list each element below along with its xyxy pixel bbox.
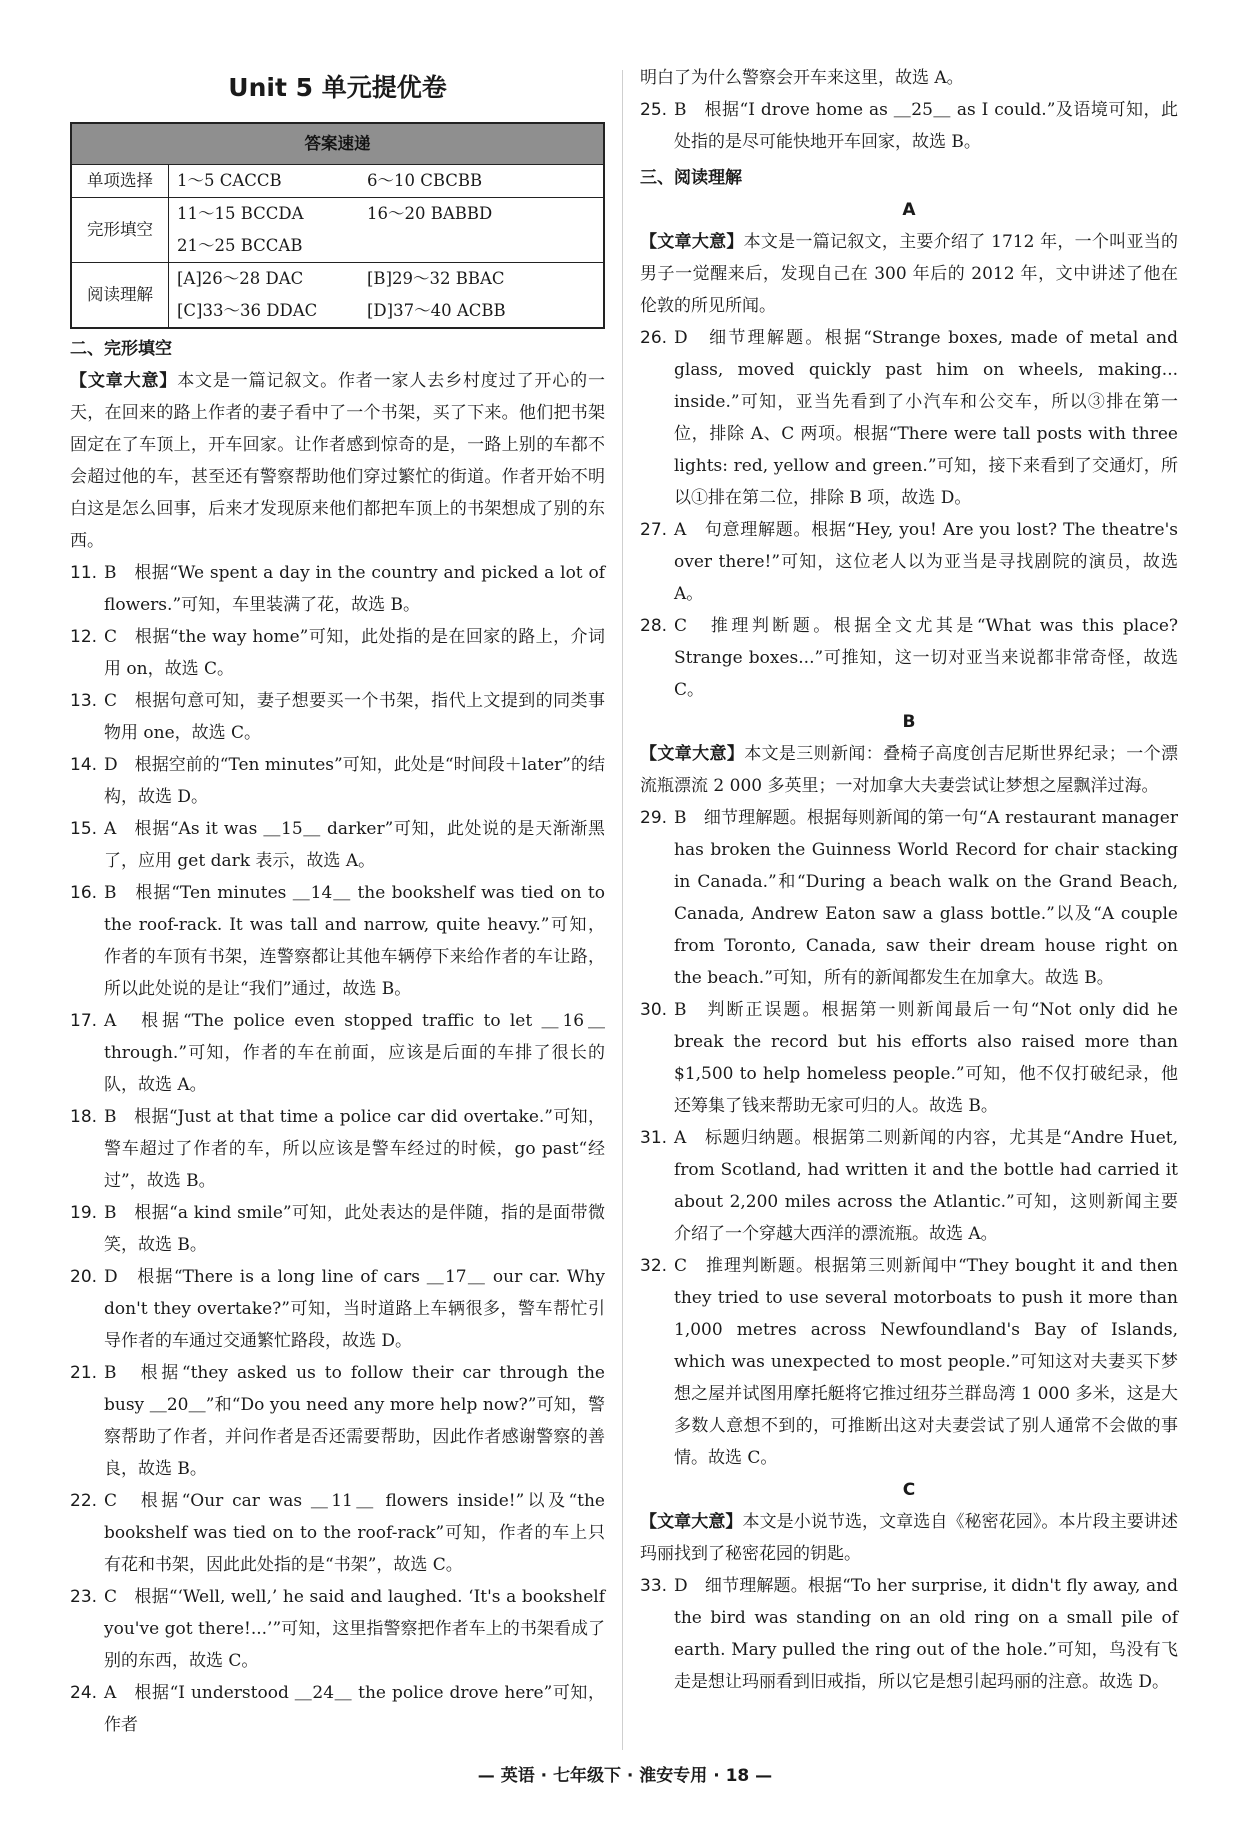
- item-text: B 根据“I drove home as ＿25＿ as I could.”及语境可知，此处指的是尽可能快地开车回家，故选 B。: [674, 100, 1178, 152]
- item-number: 31.: [640, 1128, 668, 1148]
- item-number: 13.: [70, 691, 98, 711]
- item-text: B 根据“a kind smile”可知，此处表达的是伴随，指的是面带微笑，故选 B。: [104, 1203, 605, 1255]
- item-text: C 根据“Our car was ＿11＿ flowers inside!”以及“the bookshelf was tied on to the roof-rack”可知，作者的车上只有花和书架，因此此处指的是“书架”，故选 C。: [104, 1491, 605, 1575]
- page-footer: — 英语 · 七年级下 · 淮安专用 · 18 —: [477, 1766, 773, 1786]
- list-item: [640, 1122, 1178, 1250]
- item-number: 22.: [70, 1491, 98, 1511]
- item-number: 32.: [640, 1256, 668, 1276]
- item-text: C 根据“the way home”可知，此处指的是在回家的路上，介词用 on，故选 C。: [104, 627, 605, 679]
- passage-label: A: [902, 200, 916, 220]
- answer-cell: 6～10 CBCBB: [367, 171, 483, 190]
- answer-table-header: 答案速递: [71, 123, 604, 165]
- passage-label: B: [902, 712, 916, 732]
- list-item: [70, 1677, 605, 1741]
- item-number: 20.: [70, 1267, 98, 1287]
- item-text: B 根据“they asked us to follow their car through the busy ＿20＿”和“Do you need any more help now?”可知，警察帮助了作者，并问作者是否还需要帮助，因此作者感谢警察的善良，故选 B。: [104, 1363, 605, 1479]
- reading-passages: [640, 194, 1178, 1698]
- table-row: [71, 165, 604, 198]
- list-item: [70, 813, 605, 877]
- table-category: 完形填空: [71, 198, 169, 263]
- item-text: C 根据“‘Well, well,’ he said and laughed. ‘It's a bookshelf you've got there!...’”可知，这里指警察把作者车上的书架看成了别的东西，故选 C。: [104, 1587, 605, 1671]
- item-number: 18.: [70, 1107, 98, 1127]
- item-text: C 推理判断题。根据全文尤其是“What was this place? Strange boxes...”可推知，这一切对亚当来说都非常奇怪，故选 C。: [674, 616, 1178, 700]
- answer-cell: 11～15 BCCDA: [177, 204, 304, 223]
- answer-table: [70, 122, 605, 329]
- right-column: [640, 62, 1178, 1698]
- item-text: A 根据“As it was ＿15＿ darker”可知，此处说的是天渐渐黑了，应用 get dark 表示，故选 A。: [104, 819, 605, 871]
- item-number: 29.: [640, 808, 668, 828]
- item-text: C 推理判断题。根据第三则新闻中“They bought it and then they tried to use several motorboats to push it more than 1,000 metres across Newfoundland's Bay of Islands, which was unexpected to most people.”可知这对夫妻买下梦想之屋并试图用摩托艇将它推过纽芬兰群岛湾 1 000 多米，这是大多数人意想不到的，可推断出这对夫妻尝试了别人通常不会做的事情。故选 C。: [674, 1256, 1178, 1468]
- item-number: 17.: [70, 1011, 98, 1031]
- list-item: [70, 685, 605, 749]
- left-column: [70, 62, 605, 1741]
- summary-text: 本文是一篇记叙文，主要介绍了 1712 年，一个叫亚当的男子一觉醒来后，发现自己在 300 年后的 2012 年，文中讲述了他在伦敦的所见所闻。: [640, 232, 1178, 316]
- list-item: [70, 1357, 605, 1485]
- item-number: 14.: [70, 755, 98, 775]
- item-text: A 标题归纳题。根据第二则新闻的内容，尤其是“Andre Huet, from Scotland, had written it and the bottle had carried it about 2,200 miles across the Atlantic.”可知，这则新闻主要介绍了一个穿越大西洋的漂流瓶。故选 A。: [674, 1128, 1178, 1244]
- item-number: 33.: [640, 1576, 668, 1596]
- item-text: B 细节理解题。根据每则新闻的第一句“A restaurant manager has broken the Guinness World Record for chair stacking in Canada.”和“During a beach walk on the Grand Beach, Canada, Andrew Eaton saw a glass bottle.”以及“A couple from Toronto, Canada, saw their dream house right on the beach.”可知，所有的新闻都发生在加拿大。故选 B。: [674, 808, 1178, 988]
- section-heading: 二、完形填空: [70, 339, 172, 359]
- item-text: D 根据“There is a long line of cars ＿17＿ our car. Why don't they overtake?”可知，当时道路上车辆很多，警车帮忙引导作者的车通过交通繁忙路段，故选 D。: [104, 1267, 605, 1351]
- item-number: 11.: [70, 563, 98, 583]
- item-text: D 根据空前的“Ten minutes”可知，此处是“时间段＋later”的结构，故选 D。: [104, 755, 605, 807]
- list-item: [70, 1101, 605, 1197]
- answer-cell: [B]29～32 BBAC: [367, 269, 505, 288]
- answer-cell: 16～20 BABBD: [367, 204, 493, 223]
- list-item: [640, 1250, 1178, 1474]
- list-item: [640, 1570, 1178, 1698]
- item-number: 23.: [70, 1587, 98, 1607]
- answer-explanations: [70, 557, 605, 1741]
- item-text: B 根据“Ten minutes ＿14＿ the bookshelf was tied on to the roof-rack. It was tall and narrow, quite heavy.”可知，作者的车顶有书架，连警察都让其他车辆停下来给作者的车让路，所以此处说的是让“我们”通过，故选 B。: [104, 883, 605, 999]
- summary-text: 本文是小说节选，文章选自《秘密花园》。本片段主要讲述玛丽找到了秘密花园的钥匙。: [640, 1512, 1178, 1564]
- list-item: [70, 621, 605, 685]
- page-title: Unit 5 单元提优卷: [228, 73, 447, 102]
- summary-tag: 【文章大意】: [70, 371, 178, 391]
- item-number: 26.: [640, 328, 668, 348]
- item-number: 15.: [70, 819, 98, 839]
- item-number: 21.: [70, 1363, 98, 1383]
- item-text: B 判断正误题。根据第一则新闻最后一句“Not only did he break the record but his efforts also raised more than $1,500 to help homeless people.”可知，他不仅打破纪录，他还筹集了钱来帮助无家可归的人。故选 B。: [674, 1000, 1178, 1116]
- summary-tag: 【文章大意】: [640, 232, 744, 252]
- answer-cell: [D]37～40 ACBB: [367, 301, 506, 320]
- list-item: [70, 1197, 605, 1261]
- summary-tag: 【文章大意】: [640, 1512, 743, 1532]
- list-item: [70, 1581, 605, 1677]
- item-number: 27.: [640, 520, 668, 540]
- answer-cell: [A]26～28 DAC: [177, 269, 304, 288]
- list-item: [640, 610, 1178, 706]
- summary-tag: 【文章大意】: [640, 744, 745, 764]
- answer-cell: [367, 230, 557, 262]
- list-item: [70, 1485, 605, 1581]
- section-heading: 三、阅读理解: [640, 168, 742, 188]
- item-number: 24.: [70, 1683, 98, 1703]
- table-row: [71, 263, 604, 329]
- item-number: 12.: [70, 627, 98, 647]
- summary-text: 本文是一篇记叙文。作者一家人去乡村度过了开心的一天，在回来的路上作者的妻子看中了一个书架，买了下来。他们把书架固定在了车顶上，开车回家。让作者感到惊奇的是，一路上别的车都不会超过他的车，甚至还有警察帮助他们穿过繁忙的街道。作者开始不明白这是怎么回事，后来才发现原来他们都把车顶上的书架想成了别的东西。: [70, 371, 606, 551]
- article-summary: [70, 365, 605, 557]
- table-category: 单项选择: [71, 165, 169, 198]
- item-text: D 细节理解题。根据“To her surprise, it didn't fly away, and the bird was standing on an old ring on a small pile of earth. Mary pulled the ring out of the hole.”可知，鸟没有飞走是想让玛丽看到旧戒指，所以它是想引起玛丽的注意。故选 D。: [674, 1576, 1178, 1692]
- table-row: [71, 198, 604, 263]
- list-item: [70, 557, 605, 621]
- item-number: 30.: [640, 1000, 668, 1020]
- item-text: A 句意理解题。根据“Hey, you! Are you lost? The theatre's over there!”可知，这位老人以为亚当是寻找剧院的演员，故选 A。: [674, 520, 1178, 604]
- summary-text: 本文是三则新闻：叠椅子高度创吉尼斯世界纪录；一个漂流瓶漂流 2 000 多英里；一对加拿大夫妻尝试让梦想之屋飘洋过海。: [640, 744, 1179, 796]
- list-item: [640, 514, 1178, 610]
- list-item: [70, 1261, 605, 1357]
- passage-label: C: [902, 1480, 916, 1500]
- column-divider: [622, 70, 623, 1750]
- list-item: [640, 322, 1178, 514]
- continuation-text: 明白了为什么警察会开车来这里，故选 A。: [640, 68, 964, 88]
- answer-cell: 1～5 CACCB: [177, 171, 282, 190]
- list-item: [70, 877, 605, 1005]
- list-item: [70, 1005, 605, 1101]
- list-item: [70, 749, 605, 813]
- item-text: D 细节理解题。根据“Strange boxes, made of metal and glass, moved quickly past him on wheels, making... inside.”可知，亚当先看到了小汽车和公交车，所以③排在第一位，排除 A、C 两项。根据“There were tall posts with three lights: red, yellow and green.”可知，接下来看到了交通灯，所以①排在第二位，排除 B 项，故选 D。: [674, 328, 1178, 508]
- item-number: 16.: [70, 883, 98, 903]
- article-summary: [640, 226, 1178, 322]
- item-number: 25.: [640, 100, 668, 120]
- item-text: A 根据“I understood ＿24＿ the police drove here”可知，作者: [104, 1683, 605, 1735]
- article-summary: [640, 1506, 1178, 1570]
- item-number: 28.: [640, 616, 668, 636]
- item-text: B 根据“We spent a day in the country and picked a lot of flowers.”可知，车里装满了花，故选 B。: [104, 563, 605, 615]
- article-summary: [640, 738, 1178, 802]
- item-text: C 根据句意可知，妻子想要买一个书架，指代上文提到的同类事物用 one，故选 C。: [104, 691, 605, 743]
- answer-cell: [C]33～36 DDAC: [177, 301, 318, 320]
- answer-cell: 21～25 BCCAB: [177, 236, 303, 255]
- item-text: A 根据“The police even stopped traffic to let ＿16＿ through.”可知，作者的车在前面，应该是后面的车排了很长的队，故选 A。: [104, 1011, 605, 1095]
- item-text: B 根据“Just at that time a police car did overtake.”可知，警车超过了作者的车，所以应该是警车经过的时候，go past“经过”，故选 B。: [104, 1107, 605, 1191]
- list-item: [640, 802, 1178, 994]
- list-item: [640, 994, 1178, 1122]
- table-category: 阅读理解: [71, 263, 169, 329]
- list-item: [640, 94, 1178, 158]
- item-number: 19.: [70, 1203, 98, 1223]
